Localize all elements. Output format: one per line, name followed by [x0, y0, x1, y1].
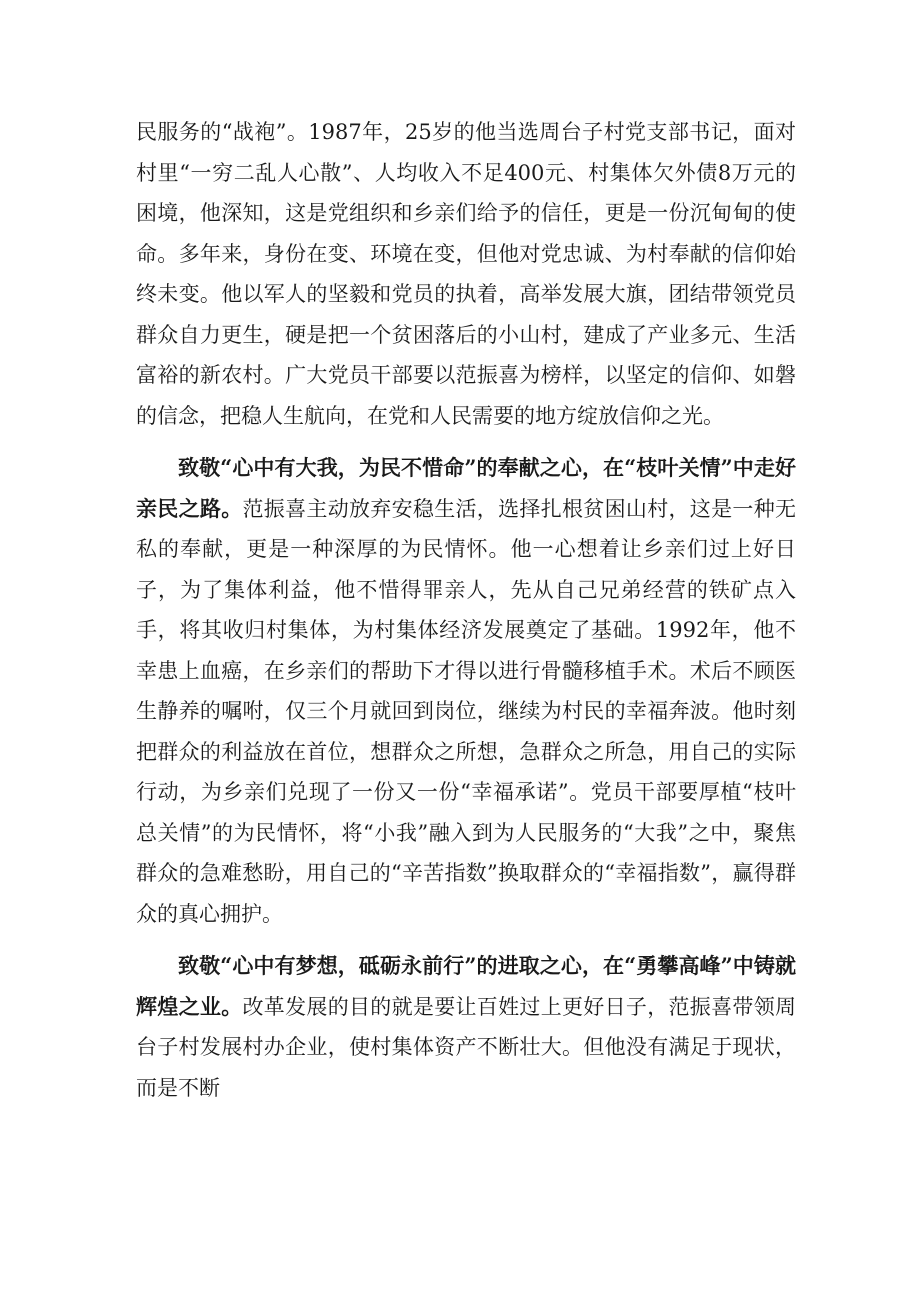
paragraph-text: 改革发展的目的就是要让百姓过上更好日子，范振喜带领周台子村发展村办企业，使村集体资产不断壮大。但他没有满足于现状，而是不断 [136, 994, 796, 1100]
paragraph-text: 范振喜主动放弃安稳生活，选择扎根贫困山村，这是一种无私的奉献，更是一种深厚的为民情怀。他一心想着让乡亲们过上好日子，为了集体利益，他不惜得罪亲人，先从自己兄弟经营的铁矿点入手，将其收归村集体，为村集体经济发展奠定了基础。1992年，他不幸患上血癌，在乡亲们的帮助下才得以进行骨髓移植手术。术后不顾医生静养的嘱咐，仅三个月就回到岗位，继续为村民的幸福奔波。他时刻把群众的利益放在首位，想群众之所想，急群众之所急，用自己的实际行动，为乡亲们兑现了一份又一份“幸福承诺”。党员干部要厚植“枝叶总关情”的为民情怀，将“小我”融入到为人民服务的“大我”之中，聚焦群众的急难愁盼，用自己的“辛苦指数”换取群众的“幸福指数”，赢得群众的真心拥护。 [136, 496, 796, 926]
paragraph-lead-heading: 致敬“心中有梦想，砥砺永前行”的进取之心，在“勇攀高峰”中铸就辉煌之业。 [136, 953, 796, 1019]
article-body [136, 112, 796, 1120]
paragraph-text: 民服务的“战袍”。1987年，25岁的他当选周台子村党支部书记，面对村里“一穷二乱人心散”、人均收入不足400元、村集体欠外债8万元的困境，他深知，这是党组织和乡亲们给予的信任，更是一份沉甸甸的使命。多年来，身份在变、环境在变，但他对党忠诚、为村奉献的信仰始终未变。他以军人的坚毅和党员的执着，高举发展大旗，团结带领党员群众自力更生，硬是把一个贫困落后的小山村，建成了产业多元、生活富裕的新农村。广大党员干部要以范振喜为榜样，以坚定的信仰、如磐的信念，把稳人生航向，在党和人民需要的地方绽放信仰之光。 [136, 120, 796, 428]
paragraph-enterprise [136, 946, 796, 1108]
paragraph-lead-heading: 致敬“心中有大我，为民不惜命”的奉献之心，在“枝叶关情”中走好亲民之路。 [136, 455, 796, 521]
paragraph-continued [136, 112, 796, 436]
paragraph-dedication [136, 448, 796, 934]
